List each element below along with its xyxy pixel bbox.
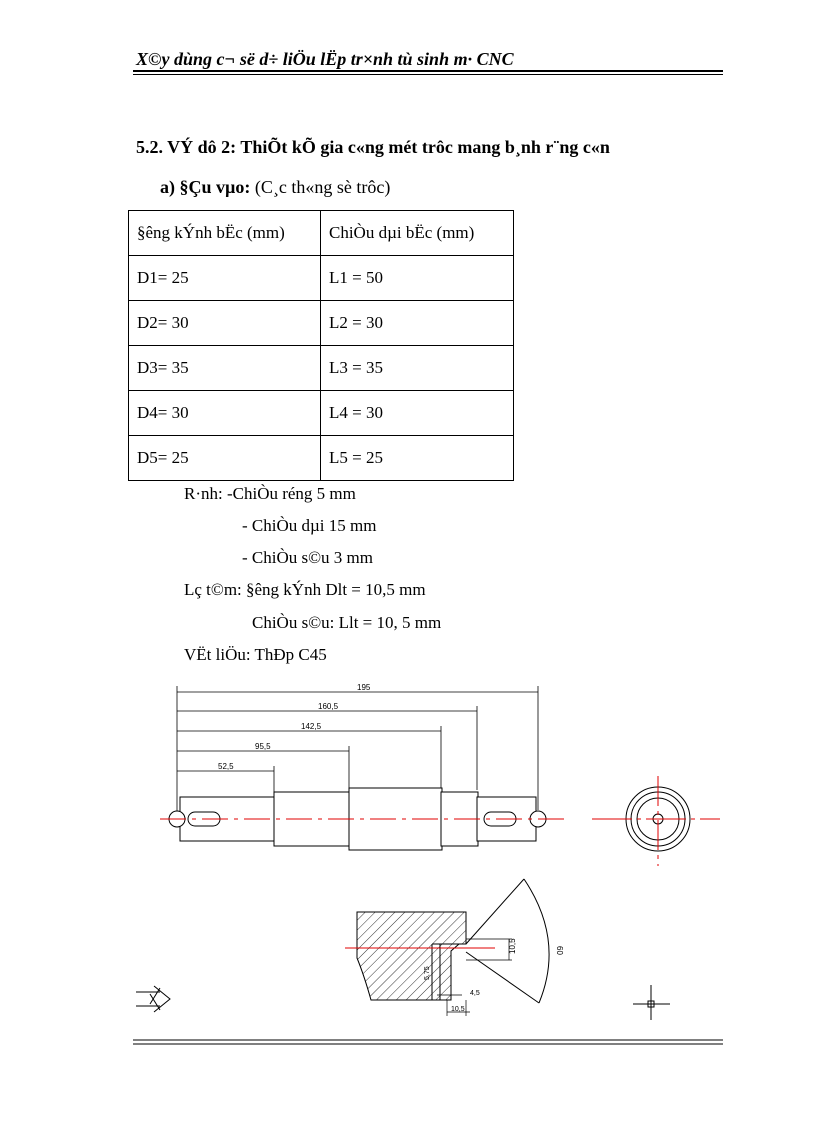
section-heading: 5.2. VÝ dô 2: ThiÕt kÕ gia c«ng mét trôc mang b¸nh r¨ng c«n [136, 137, 610, 157]
end-view [592, 776, 720, 866]
dim-label-95: 95,5 [255, 742, 271, 751]
detail-dim-4: 4,5 [470, 990, 480, 997]
shaft-outline [180, 788, 536, 850]
detail-dim-3: 5,75 [424, 966, 431, 980]
center-hole-detail [345, 879, 549, 1016]
table-cell-length: L2 = 30 [321, 301, 514, 346]
input-label: a) §Çu vµo: [160, 177, 251, 197]
ucs-arrow-icon [136, 986, 170, 1012]
table-cell-length: L4 = 30 [321, 391, 514, 436]
center-depth-text: ChiÒu s©u: Llt = 10, 5 mm [252, 613, 442, 632]
table-cell-diameter: D3= 35 [129, 346, 321, 391]
crosshair-icon [633, 985, 670, 1020]
page-header-title: X©y dùng c¬ së d÷ liÖu lËp tr×nh tù sinh m· CNC [136, 49, 514, 69]
table-cell-diameter: D1= 25 [129, 256, 321, 301]
table-cell-diameter: D5= 25 [129, 436, 321, 481]
table-cell-length: L1 = 50 [321, 256, 514, 301]
detail-dim-5: 10,5 [451, 1006, 465, 1013]
material-text: VËt liÖu: ThÐp C45 [184, 645, 327, 664]
center-hole-text: Lç t©m: §êng kÝnh Dlt = 10,5 mm [184, 580, 426, 599]
slot-depth-text: - ChiÒu s©u 3 mm [242, 548, 373, 567]
dim-label-52: 52,5 [218, 762, 234, 771]
table-header-diameter: §êng kÝnh bËc (mm) [129, 211, 321, 256]
dim-label-195: 195 [357, 683, 371, 692]
table-cell-length: L5 = 25 [321, 436, 514, 481]
table-cell-diameter: D2= 30 [129, 301, 321, 346]
input-description: (C¸c th«ng sè trôc) [250, 177, 391, 197]
slot-width-text: R·nh: -ChiÒu réng 5 mm [184, 484, 356, 503]
table-header-length: ChiÒu dµi bËc (mm) [321, 211, 514, 256]
detail-dim-1: 10,5 [508, 938, 517, 954]
table-cell-diameter: D4= 30 [129, 391, 321, 436]
dim-label-160: 160,5 [318, 702, 339, 711]
detail-dim-2: 60 [555, 946, 564, 955]
dim-label-142: 142,5 [301, 722, 322, 731]
slot-length-text: - ChiÒu dµi 15 mm [242, 516, 377, 535]
table-cell-length: L3 = 35 [321, 346, 514, 391]
